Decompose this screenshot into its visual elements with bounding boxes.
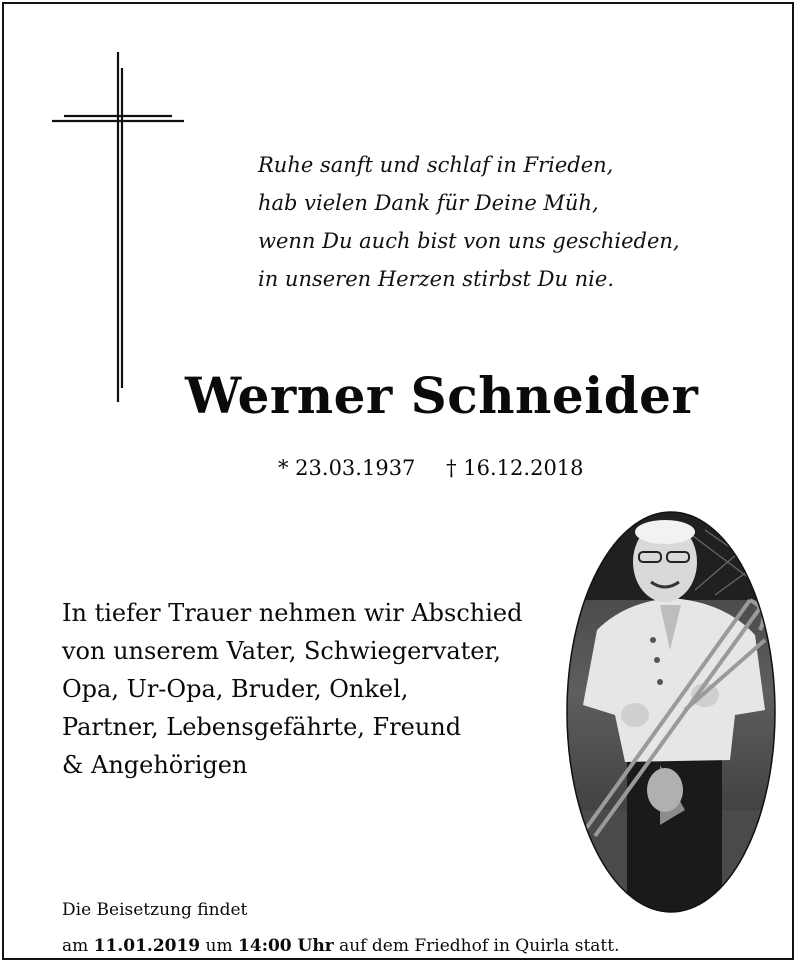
mourning-line: von unserem Vater, Schwiegervater,: [62, 637, 501, 665]
burial-info: [62, 892, 620, 964]
mourning-line: & Angehörigen: [62, 751, 248, 779]
burial-line-1: Die Beisetzung findet: [62, 900, 248, 920]
poem-line: wenn Du auch bist von uns geschieden,: [258, 229, 680, 253]
poem: [258, 146, 718, 298]
life-dates: [278, 456, 584, 480]
mourning-line: Partner, Lebensgefährte, Freund: [62, 713, 462, 741]
birth-date: * 23.03.1937: [278, 456, 416, 480]
portrait-photo: [565, 510, 777, 914]
deceased-name: Werner Schneider: [185, 366, 699, 425]
poem-line: Ruhe sanft und schlaf in Frieden,: [258, 153, 614, 177]
mourning-line: In tiefer Trauer nehmen wir Abschied: [62, 599, 523, 627]
cross-icon: [0, 0, 200, 420]
mourning-line: Opa, Ur-Opa, Bruder, Onkel,: [62, 675, 409, 703]
burial-suffix: auf dem Friedhof in Quirla statt.: [339, 936, 620, 956]
death-date: † 16.12.2018: [446, 456, 584, 480]
burial-date: 11.01.2019: [93, 936, 201, 956]
mourning-text: [62, 594, 562, 784]
burial-mid: um: [205, 936, 233, 956]
burial-line-2: [62, 928, 620, 964]
burial-prefix: am: [62, 936, 89, 956]
burial-time: 14:00 Uhr: [238, 936, 334, 956]
poem-line: in unseren Herzen stirbst Du nie.: [258, 267, 614, 291]
poem-line: hab vielen Dank für Deine Müh,: [258, 191, 599, 215]
